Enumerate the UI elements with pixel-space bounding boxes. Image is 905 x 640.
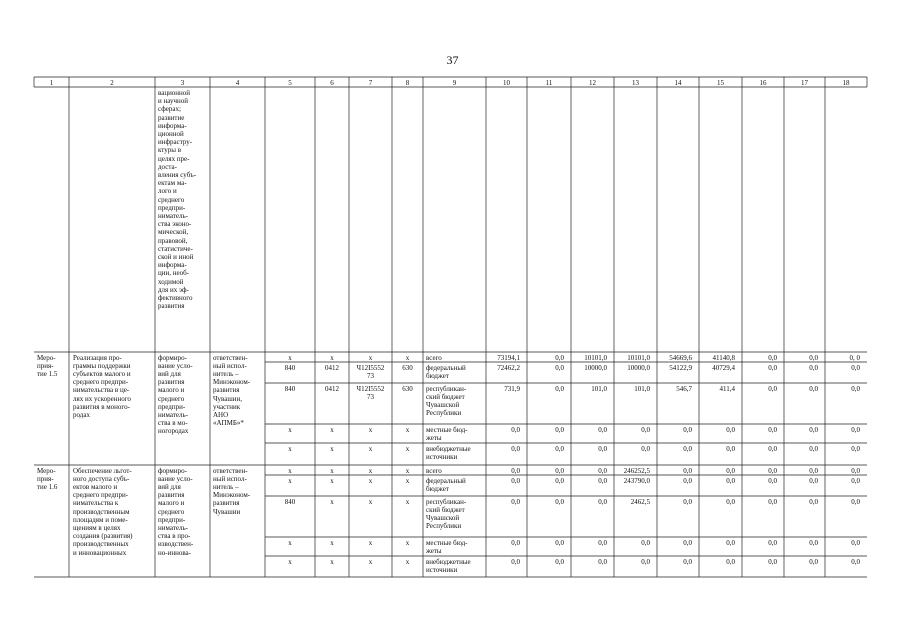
measure-1-5-name: Реализация про- граммы поддержки субъектов малого и среднего предпри- нимательства в це- лях их ускоренного развития в моного- родах xyxy=(73,353,131,419)
budget-code-target: Ч12I5552 73 xyxy=(356,384,385,401)
amount-cell: 0,0 xyxy=(809,353,818,362)
amount-cell: 0,0 xyxy=(641,425,650,434)
amount-cell: 0,0 xyxy=(809,466,818,475)
budget-code-type: х xyxy=(405,353,410,362)
amount-cell: 0,0 xyxy=(851,538,860,547)
amount-cell: 0,0 xyxy=(809,557,818,566)
budget-code-section: 0412 xyxy=(325,384,339,393)
amount-cell: 0,0 xyxy=(511,476,520,485)
budget-code-target: х xyxy=(368,497,373,506)
amount-cell: 41140,8 xyxy=(712,353,735,362)
amount-cell: 0,0 xyxy=(851,384,860,393)
amount-cell: 546,7 xyxy=(676,384,692,393)
header-cell-7: 7 xyxy=(368,78,373,87)
budget-code-section: х xyxy=(330,353,334,362)
amount-cell: 10101,0 xyxy=(627,353,650,362)
budget-code-type: х xyxy=(405,557,410,566)
amount-cell: 0,0 xyxy=(641,444,650,453)
amount-cell: 0,0 xyxy=(555,425,564,434)
measure-1-5-executor: ответствен- ный испол- нитель – Минэконом- развития Чувашии, участник АНО «АПМБ»* xyxy=(213,353,251,428)
budget-code-section: х xyxy=(330,497,334,506)
header-cell-18: 18 xyxy=(842,78,850,87)
amount-cell: 0,0 xyxy=(851,466,860,475)
amount-cell: 0,0 xyxy=(851,557,860,566)
budget-code-section: х xyxy=(330,466,334,475)
amount-cell: 0,0 xyxy=(555,384,564,393)
page-number: 37 xyxy=(446,53,459,67)
amount-cell: 0,0 xyxy=(809,363,818,372)
amount-cell: 0,0 xyxy=(809,384,818,393)
amount-cell: 101,0 xyxy=(591,384,607,393)
amount-cell: 0,0 xyxy=(598,466,607,475)
header-cell-17: 17 xyxy=(801,78,808,87)
amount-cell: 0,0 xyxy=(683,557,692,566)
amount-cell: 10000,0 xyxy=(627,363,650,372)
amount-cell: 0,0 xyxy=(809,538,818,547)
header-cell-15: 15 xyxy=(717,78,724,87)
budget-code-target: х xyxy=(368,557,373,566)
amount-cell: 0,0 xyxy=(683,497,692,506)
budget-code-type: х xyxy=(405,425,410,434)
amount-cell: 731,9 xyxy=(504,384,520,393)
amount-cell: 246252,5 xyxy=(623,466,650,475)
amount-cell: 10000,0 xyxy=(584,363,607,372)
amount-cell: 0,0 xyxy=(598,538,607,547)
amount-cell: 0,0 xyxy=(809,425,818,434)
funding-source: всего xyxy=(426,353,442,362)
header-cell-3: 3 xyxy=(180,78,185,87)
budget-code-target: х xyxy=(368,476,373,485)
header-cell-11: 11 xyxy=(545,78,553,87)
amount-cell: 0,0 xyxy=(555,353,564,362)
measure-1-6-goal: формиро- вание усло- вий для развития малого и среднего предпри- ниматель- ства в про- изводствен- но-иннова- xyxy=(158,466,194,557)
budget-code-grbs: х xyxy=(288,557,292,566)
funding-source: местные бюд- жеты xyxy=(426,425,468,442)
budget-code-grbs: х xyxy=(288,353,292,362)
amount-cell: 0,0 xyxy=(555,476,564,485)
budget-code-grbs: х xyxy=(288,466,292,475)
amount-cell: 0,0 xyxy=(768,363,777,372)
amount-cell: 0,0 xyxy=(511,466,520,475)
budget-code-target: х xyxy=(368,444,373,453)
amount-cell: 0,0 xyxy=(851,497,860,506)
amount-cell: 0,0 xyxy=(809,476,818,485)
amount-cell: 0,0 xyxy=(726,425,735,434)
amount-cell: 0,0 xyxy=(511,444,520,453)
budget-code-target: х xyxy=(368,425,373,434)
amount-cell: 0,0 xyxy=(511,538,520,547)
amount-cell: 0,0 xyxy=(641,538,650,547)
header-cell-10: 10 xyxy=(503,78,510,87)
funding-source: федеральный бюджет xyxy=(426,363,466,380)
header-cell-8: 8 xyxy=(405,78,410,87)
amount-cell: 0,0 xyxy=(511,425,520,434)
continued-description: вационной и научной сферах; развитие информа- ционной инфрастру- ктуры в целях пре- доста- вления субъ- ектам ма- лого и среднего предпри- ниматель- ства эконо- мической, правовой, статистиче- ской и иной информа- ции, необ- ходимой для их эф- фективного развития xyxy=(158,89,197,311)
budget-code-section: х xyxy=(330,476,334,485)
amount-cell: 101,0 xyxy=(634,384,650,393)
budget-code-grbs: 840 xyxy=(284,363,296,372)
amount-cell: 10101,0 xyxy=(584,353,607,362)
amount-cell: 0,0 xyxy=(641,557,650,566)
budget-code-type: х xyxy=(405,476,410,485)
header-cell-9: 9 xyxy=(452,78,457,87)
amount-cell: 0,0 xyxy=(768,497,777,506)
header-cell-5: 5 xyxy=(288,78,292,87)
budget-code-type: х xyxy=(405,444,410,453)
header-cell-1: 1 xyxy=(49,78,54,87)
amount-cell: 72462,2 xyxy=(497,363,520,372)
measure-1-6-executor: ответствен- ный испол- нитель – Минэконом- развития Чувашии xyxy=(213,466,251,516)
budget-code-grbs: х xyxy=(288,538,292,547)
amount-cell: 0,0 xyxy=(851,444,860,453)
budget-code-section: х xyxy=(330,557,334,566)
amount-cell: 0,0 xyxy=(683,476,692,485)
amount-cell: 0,0 xyxy=(726,466,735,475)
amount-cell: 0,0 xyxy=(851,425,860,434)
amount-cell: 0,0 xyxy=(683,466,692,475)
amount-cell: 0,0 xyxy=(683,444,692,453)
header-cell-12: 12 xyxy=(589,78,596,87)
amount-cell: 2462,5 xyxy=(630,497,650,506)
budget-code-section: х xyxy=(330,425,334,434)
amount-cell: 0,0 xyxy=(683,425,692,434)
header-cell-4: 4 xyxy=(235,78,240,87)
amount-cell: 0,0 xyxy=(598,425,607,434)
amount-cell: 0,0 xyxy=(768,557,777,566)
measure-1-6-name: Обеспечение льгот- ного доступа субъ- ектов малого и среднего предпри- нимательства к производственным площадям и поме- щениям в целях создания (развития) производственных и инновационных xyxy=(73,466,133,557)
funding-source: всего xyxy=(426,466,442,475)
budget-code-type: 630 xyxy=(402,363,413,372)
amount-cell: 40729,4 xyxy=(712,363,735,372)
measure-1-6-label: Меро- прия- тие 1.6 xyxy=(37,466,58,491)
header-cell-13: 13 xyxy=(632,78,639,87)
measure-1-5-label: Меро- прия- тие 1.5 xyxy=(37,353,58,378)
amount-cell: 0,0 xyxy=(598,557,607,566)
header-cell-16: 16 xyxy=(759,78,767,87)
amount-cell: 0,0 xyxy=(726,497,735,506)
amount-cell: 0,0 xyxy=(598,497,607,506)
amount-cell: 0,0 xyxy=(726,476,735,485)
header-cell-6: 6 xyxy=(330,78,334,87)
budget-code-grbs: х xyxy=(288,476,292,485)
funding-source: республикан- ский бюджет Чувашской Республики xyxy=(426,384,467,418)
amount-cell: 0,0 xyxy=(555,538,564,547)
amount-cell: 0,0 xyxy=(768,353,777,362)
budget-code-target: х xyxy=(368,538,373,547)
funding-source: республикан- ский бюджет Чувашской Республики xyxy=(426,497,467,531)
amount-cell: 0,0 xyxy=(555,557,564,566)
amount-cell: 0,0 xyxy=(851,363,860,372)
amount-cell: 0,0 xyxy=(726,557,735,566)
amount-cell: 243790,0 xyxy=(623,476,650,485)
budget-code-grbs: 840 xyxy=(284,497,296,506)
budget-code-type: 630 xyxy=(402,384,413,393)
amount-cell: 54122,9 xyxy=(669,363,692,372)
amount-cell: 0,0 xyxy=(768,425,777,434)
amount-cell: 0,0 xyxy=(598,476,607,485)
amount-cell: 73194,1 xyxy=(497,353,520,362)
amount-cell: 0,0 xyxy=(555,444,564,453)
amount-cell: 0,0 xyxy=(768,466,777,475)
header-cell-2: 2 xyxy=(110,78,114,87)
header-cell-14: 14 xyxy=(674,78,682,87)
measure-1-5-goal: формиро- вание усло- вий для развития малого и среднего предпри- ниматель- ства в мо- ногородах xyxy=(158,353,193,436)
amount-cell: 0,0 xyxy=(809,497,818,506)
budget-code-section: х xyxy=(330,444,334,453)
amount-cell: 0,0 xyxy=(809,444,818,453)
budget-code-target: х xyxy=(368,466,373,475)
budget-code-section: х xyxy=(330,538,334,547)
amount-cell: 0,0 xyxy=(768,384,777,393)
budget-code-target: х xyxy=(368,353,373,362)
amount-cell: 0,0 xyxy=(511,497,520,506)
budget-code-grbs: 840 xyxy=(284,384,296,393)
funding-source: федеральный бюджет xyxy=(426,476,466,493)
amount-cell: 0,0 xyxy=(726,538,735,547)
amount-cell: 0, 0 xyxy=(849,353,860,362)
amount-cell: 0,0 xyxy=(555,466,564,475)
amount-cell: 0,0 xyxy=(598,444,607,453)
budget-code-section: 0412 xyxy=(325,363,339,372)
budget-code-type: х xyxy=(405,466,410,475)
amount-cell: 0,0 xyxy=(726,444,735,453)
amount-cell: 0,0 xyxy=(851,476,860,485)
budget-code-grbs: х xyxy=(288,444,292,453)
budget-code-type: х xyxy=(405,538,410,547)
amount-cell: 54669,6 xyxy=(669,353,692,362)
amount-cell: 0,0 xyxy=(768,538,777,547)
amount-cell: 0,0 xyxy=(768,476,777,485)
funding-source: местные бюд- жеты xyxy=(426,538,468,555)
amount-cell: 0,0 xyxy=(555,497,564,506)
budget-code-type: х xyxy=(405,497,410,506)
amount-cell: 0,0 xyxy=(768,444,777,453)
budget-code-grbs: х xyxy=(288,425,292,434)
amount-cell: 0,0 xyxy=(683,538,692,547)
funding-source: внебюджетные источники xyxy=(426,557,471,574)
funding-source: внебюджетные источники xyxy=(426,444,471,461)
amount-cell: 411,4 xyxy=(719,384,735,393)
budget-code-target: Ч12I5552 73 xyxy=(356,363,385,380)
amount-cell: 0,0 xyxy=(555,363,564,372)
amount-cell: 0,0 xyxy=(511,557,520,566)
